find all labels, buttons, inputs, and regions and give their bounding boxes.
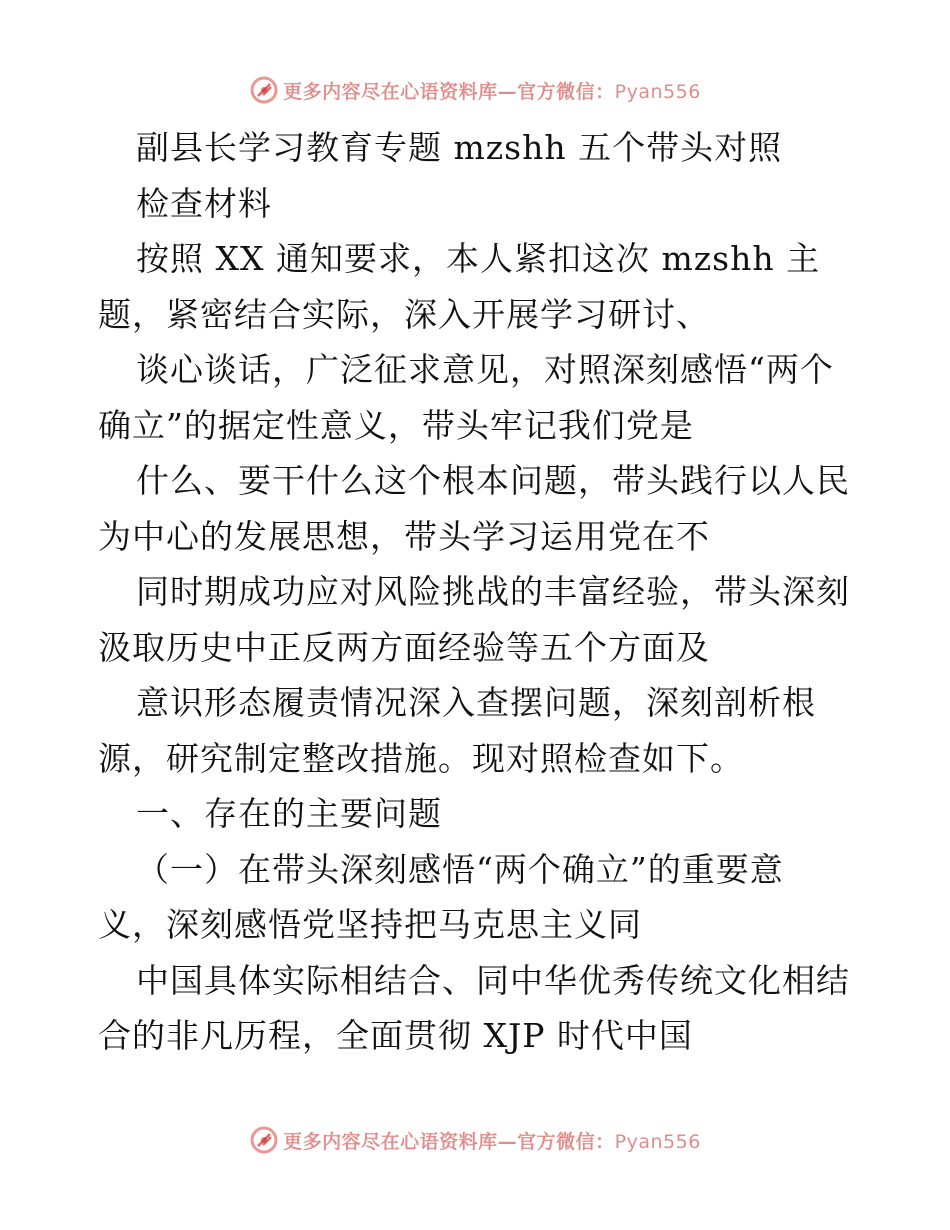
subsection-heading-line: （一）在带头深刻感悟“两个确立”的重要意 xyxy=(136,849,784,889)
paragraph-line: 合的非凡历程，全面贯彻 XJP 时代中国 xyxy=(98,1016,693,1055)
brand-logo-icon xyxy=(249,75,279,105)
paragraph-line: 确立”的据定性意义，带头牢记我们党是 xyxy=(98,405,694,445)
banner-main-text: 更多内容尽在心语资料库—官方微信： xyxy=(283,80,615,103)
banner-text xyxy=(283,77,701,104)
document-body xyxy=(98,120,858,1064)
paragraph-line: 按照 XX 通知要求，本人紧扣这次 mzshh 主 xyxy=(136,239,821,278)
paragraph-line: 为中心的发展思想，带头学习运用党在不 xyxy=(98,516,710,556)
paragraph-line: 什么、要干什么这个根本问题，带头践行以人民 xyxy=(136,461,850,500)
banner-main-text: 更多内容尽在心语资料库—官方微信： xyxy=(283,1130,615,1153)
paragraph-line: 中国具体实际相结合、同中华优秀传统文化相结 xyxy=(136,960,850,1000)
subsection-heading-line: 义，深刻感悟党坚持把马克思主义同 xyxy=(98,905,642,944)
paragraph-line: 源，研究制定整改措施。现对照检查如下。 xyxy=(98,738,744,778)
banner-text xyxy=(283,1127,701,1154)
paragraph-line: 汲取历史中正反两方面经验等五个方面及 xyxy=(98,627,710,667)
paragraph-line: 题，紧密结合实际，深入开展学习研讨、 xyxy=(98,294,710,334)
header-watermark-banner xyxy=(0,70,950,110)
paragraph-line: 谈心谈话，广泛征求意见，对照深刻感悟“两个 xyxy=(136,350,834,389)
footer-watermark-banner xyxy=(0,1120,950,1160)
banner-brand-text: Pyan556 xyxy=(614,80,701,103)
brand-logo-icon xyxy=(249,1125,279,1155)
document-title-line-2: 检查材料 xyxy=(136,183,272,223)
section-heading: 一、存在的主要问题 xyxy=(136,794,442,833)
paragraph-line: 意识形态履责情况深入查摆问题，深刻剖析根 xyxy=(136,683,816,722)
paragraph-line: 同时期成功应对风险挑战的丰富经验，带头深刻 xyxy=(136,572,850,611)
banner-brand-text: Pyan556 xyxy=(614,1130,701,1153)
document-title-line-1: 副县长学习教育专题 mzshh 五个带头对照 xyxy=(136,128,783,167)
